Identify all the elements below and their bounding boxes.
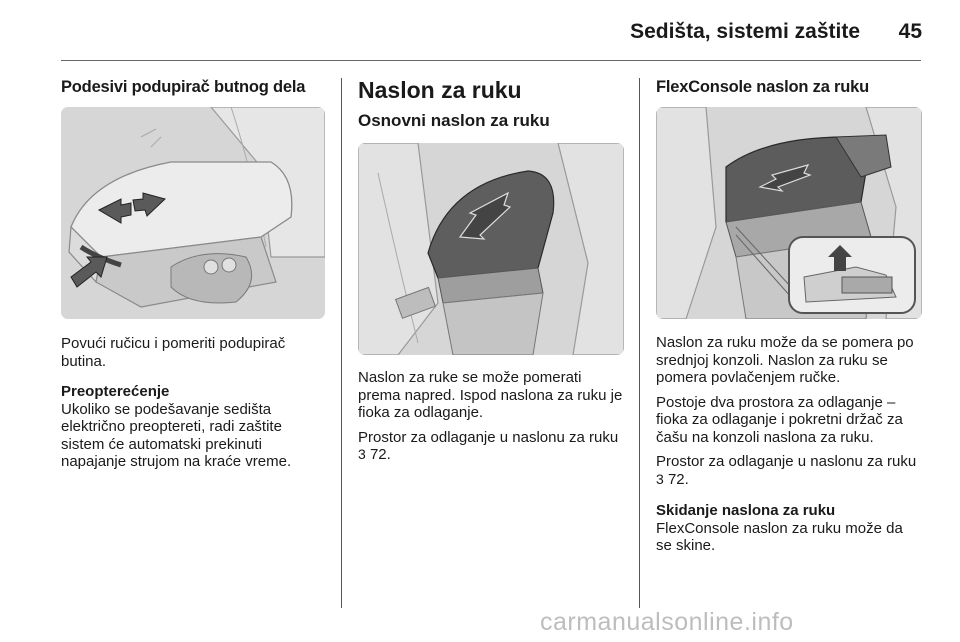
thigh-support-column <box>61 76 325 471</box>
header-divider <box>61 60 921 61</box>
reference-arrow-icon: 3 <box>358 446 366 462</box>
flexconsole-paragraph-1: Naslon za ruku može da se pomera po srednjoj konzoli. Naslon za ruku se pomera povlačenjem ručke. <box>656 334 914 386</box>
reference-arrow-icon: 3 <box>656 470 664 487</box>
column-divider-2 <box>639 78 640 608</box>
flexconsole-armrest-illustration <box>656 107 922 319</box>
basic-armrest-paragraph: Naslon za ruke se može pomerati prema napred. Ispod naslona za ruku je fioka za odlaganje. <box>358 369 623 421</box>
flexconsole-storage-ref: Prostor za odlaganje u naslonu za ruku 3 72. <box>656 453 917 488</box>
overload-subheading: Preopterećenje <box>61 383 170 400</box>
seat-thigh-support-illustration <box>61 107 325 319</box>
thigh-support-instruction: Povući ručicu i pomeriti podupirač butina. <box>61 335 286 370</box>
subheading-basic-armrest: Osnovni naslon za ruku <box>358 111 550 130</box>
overload-paragraph: Ukoliko se podešavanje sedišta električno preoptereti, radi zaštite sistem će automatski prekinuti napajanje strujom na kraće vreme. <box>61 400 292 470</box>
removal-subheading: Skidanje naslona za ruku <box>656 502 836 519</box>
flexconsole-paragraph-2: Postoje dva prostora za odlaganje – fioka za odlaganje i pokretni držač za čašu na konzoli naslona za ruku. <box>656 393 903 446</box>
flexconsole-column <box>656 76 922 555</box>
watermark: carmanualsonline.info <box>540 608 794 636</box>
section-heading-armrest: Naslon za ruku <box>358 77 522 103</box>
section-heading-flexconsole: FlexConsole naslon za ruku <box>656 78 870 96</box>
removal-paragraph: FlexConsole naslon za ruku može da se skine. <box>656 519 903 554</box>
column-divider-1 <box>341 78 342 608</box>
section-heading-thigh-support: Podesivi podupirač butnog dela <box>61 78 306 96</box>
armrest-column <box>358 76 624 464</box>
page-header-title: Sedišta, sistemi zaštite <box>630 20 860 43</box>
basic-armrest-storage-ref: Prostor za odlaganje u naslonu za ruku 3 72. <box>358 428 619 463</box>
basic-armrest-illustration <box>358 143 624 355</box>
page-number: 45 <box>898 20 922 43</box>
